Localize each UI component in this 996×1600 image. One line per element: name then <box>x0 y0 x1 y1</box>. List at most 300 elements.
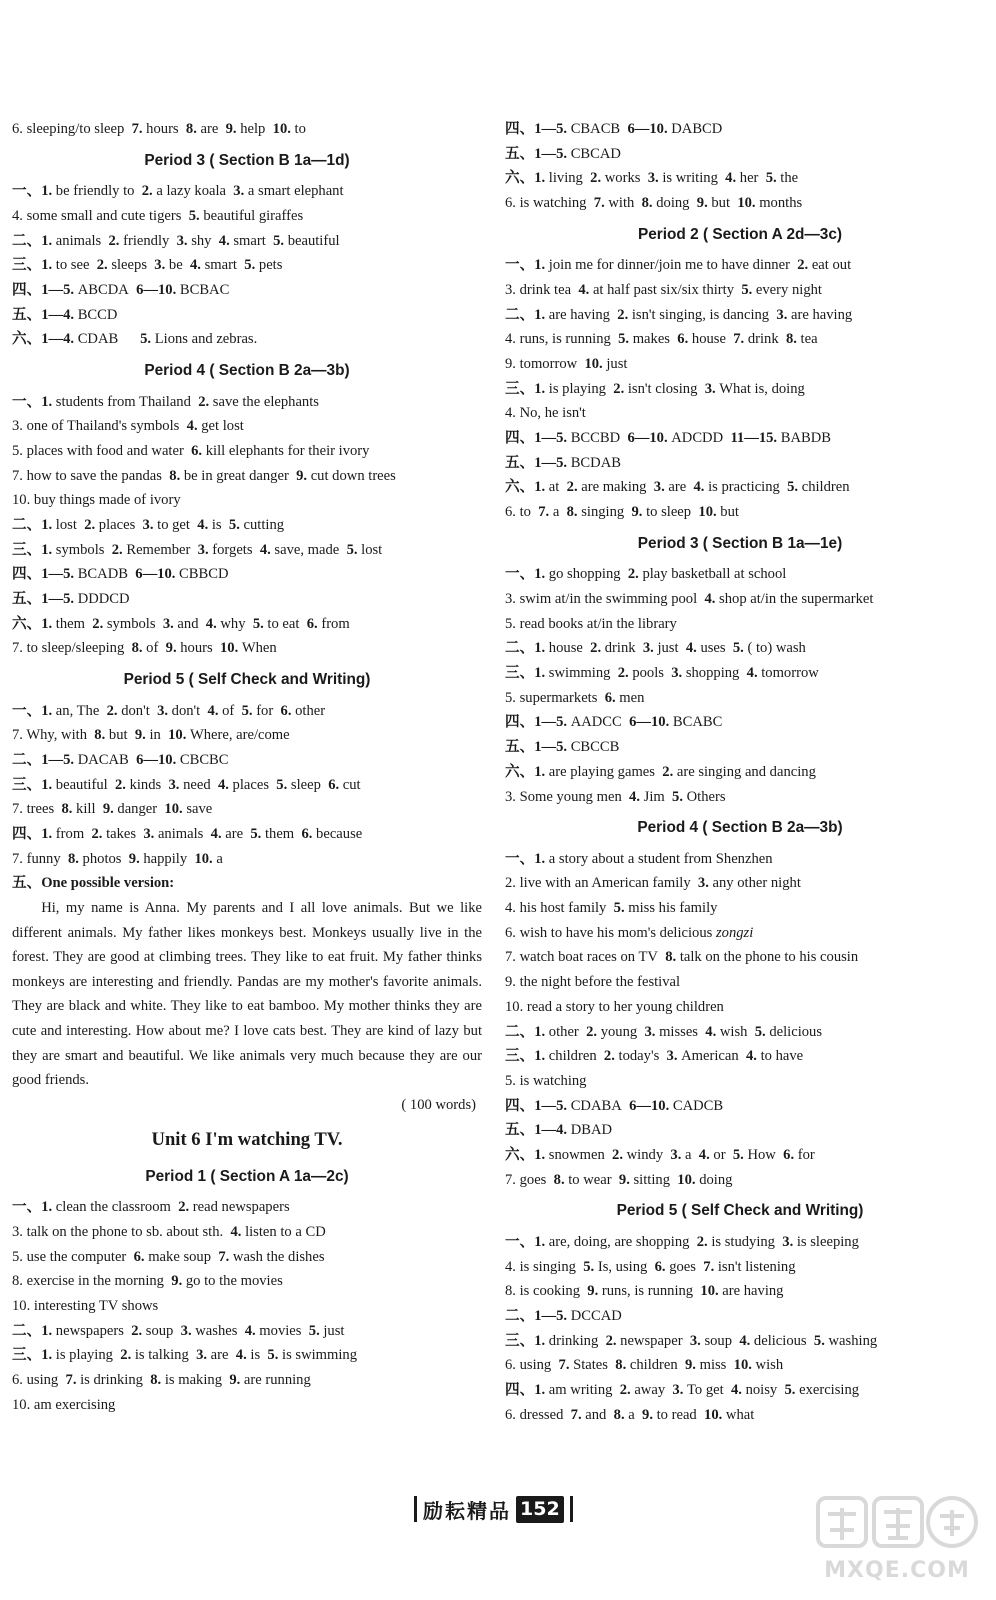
answer-number: 四、1—5. <box>12 281 78 298</box>
answer-number: 9. <box>171 1273 186 1290</box>
answer-text: takes <box>106 826 144 842</box>
answer-number: 3. <box>180 1322 196 1339</box>
answer-text: a <box>552 504 567 521</box>
answer-text: to have <box>760 1048 804 1065</box>
answer-text: is writing <box>662 170 726 187</box>
answer-number: 五、1—4. <box>12 306 78 323</box>
answer-line <box>12 1245 482 1270</box>
answer-number: 8. <box>67 850 83 867</box>
answer-text: help <box>240 121 273 137</box>
answer-text: a smart elephant <box>247 183 344 200</box>
answer-text: is practicing <box>708 479 788 496</box>
answer-number: 7. <box>593 195 609 212</box>
answer-number: 9. <box>165 640 181 657</box>
answer-text: to <box>294 121 306 137</box>
answer-number: 4. <box>746 665 762 682</box>
answer-text: uses <box>700 640 733 657</box>
answer-text: CBCCB <box>570 739 620 756</box>
answer-number: 2. <box>586 1023 601 1040</box>
answer-number: 7. <box>570 1406 586 1423</box>
answer-text: drink <box>604 640 643 657</box>
answer-number: 四、1—5. <box>505 121 571 137</box>
answer-number: 8. <box>131 640 147 657</box>
section-heading: Period 5 ( Self Check and Writing) <box>616 1202 864 1220</box>
answer-number: 4. <box>244 1322 260 1339</box>
answer-text: to wear <box>568 1171 619 1188</box>
answer-number: 一、1. <box>12 1199 56 1216</box>
answer-text: movies <box>259 1322 309 1339</box>
answer-text: and <box>585 1406 614 1423</box>
answer-number: 8. <box>169 467 184 484</box>
answer-text: hours <box>146 121 186 137</box>
answer-text: 4. No, he isn't <box>505 405 586 422</box>
answer-line <box>12 1368 482 1393</box>
answer-number: 5. <box>267 1347 283 1364</box>
answer-line <box>12 538 482 563</box>
answer-text: from <box>55 826 92 842</box>
answer-text: isn't singing, is dancing <box>631 306 777 323</box>
answer-text: are <box>225 826 251 842</box>
answer-text: be <box>168 257 190 274</box>
answer-text: wish <box>755 1357 784 1374</box>
answer-text: but <box>720 504 739 521</box>
answer-number: 4. <box>698 1146 714 1163</box>
answer-text: save, made <box>274 541 347 558</box>
answer-line <box>12 414 482 439</box>
answer-text: read newspapers <box>192 1199 290 1216</box>
answer-text: Remember <box>126 541 198 558</box>
answer-number: 4. <box>205 615 221 632</box>
answer-number: 9. <box>587 1283 602 1300</box>
answer-text: works <box>604 170 648 187</box>
answer-number: 六、1. <box>505 170 549 187</box>
answer-number: 2. <box>131 1322 146 1339</box>
answer-number: 6—10. <box>629 714 673 731</box>
answer-number: 一、1. <box>505 257 549 274</box>
answer-number: 3. <box>670 1146 686 1163</box>
answer-text: 7. goes <box>505 1171 554 1188</box>
answer-number: 4. <box>207 702 223 719</box>
answer-number: 四、1. <box>12 826 56 842</box>
answer-text: What is, doing <box>719 380 805 397</box>
answer-number: 二、1. <box>505 306 549 323</box>
answer-number: 二、1—5. <box>505 1307 571 1324</box>
answer-line <box>12 179 482 204</box>
answer-text: isn't listening <box>717 1258 796 1275</box>
answer-text: 7. Why, with <box>12 727 95 744</box>
answer-line <box>505 1329 975 1354</box>
answer-text: DDDCD <box>77 591 130 607</box>
answer-number: 9. <box>685 1357 700 1374</box>
answer-text: are playing games <box>548 763 663 780</box>
answer-text: 4. some small and cute tigers <box>12 207 189 224</box>
unit-title: Unit 6 I'm watching TV. <box>151 1128 343 1150</box>
answer-text: goes <box>669 1258 704 1275</box>
answer-text: kill <box>76 801 103 818</box>
answer-number: 五、1—5. <box>505 454 571 471</box>
answer-number: 二、1. <box>12 1322 56 1339</box>
answer-text: 6. is watching <box>505 195 594 212</box>
answer-number: 4. <box>730 1381 746 1398</box>
answer-text: newspaper <box>620 1332 690 1349</box>
answer-text: are <box>210 1347 236 1364</box>
answer-text: miss his family <box>628 900 718 917</box>
answer-line <box>12 871 482 896</box>
answer-number: 一、1. <box>505 850 549 867</box>
answer-number: 2. <box>613 380 628 397</box>
answer-number: 6. <box>306 615 322 632</box>
answer-text: BCCBD <box>570 430 628 447</box>
answer-text: noisy <box>745 1381 785 1398</box>
answer-number: 8. <box>613 1406 629 1423</box>
answer-number: 2. <box>603 1048 619 1065</box>
answer-number: 三、1. <box>12 776 56 793</box>
answer-number: 四、1. <box>505 1381 549 1398</box>
answer-number: 二、1. <box>505 640 549 657</box>
answer-number: 7. <box>538 504 553 521</box>
answer-number: 3. <box>782 1233 797 1250</box>
answer-line <box>12 303 482 328</box>
answer-number: 三、1. <box>12 257 56 274</box>
answer-text: American <box>681 1048 746 1065</box>
answer-text: is talking <box>134 1347 197 1364</box>
answer-text: swimming <box>548 665 618 682</box>
answer-text: children <box>548 1048 604 1065</box>
answer-text: cut <box>342 776 361 793</box>
answer-text: children <box>801 479 850 496</box>
answer-line <box>505 847 975 872</box>
answer-text: are having <box>790 306 853 323</box>
answer-number: 10. <box>700 1283 723 1300</box>
answer-number: 8. <box>665 949 680 966</box>
answer-number: 3. <box>642 640 658 657</box>
answer-text: be friendly to <box>55 183 142 200</box>
answer-number: 二、1. <box>12 516 56 533</box>
answer-text: house <box>691 331 734 348</box>
answer-number: 3. <box>776 306 791 323</box>
answer-line <box>12 464 482 489</box>
answer-text: is sleeping <box>796 1233 859 1250</box>
answer-text: 6. using <box>12 1372 66 1389</box>
answer-number: 5. <box>754 1023 770 1040</box>
answer-line <box>505 1403 975 1428</box>
answer-line <box>505 1378 975 1403</box>
answer-text: in <box>149 727 169 744</box>
answer-line <box>12 1393 482 1418</box>
answer-number: 三、1. <box>505 665 549 682</box>
answer-number: 二、1—5. <box>12 751 78 768</box>
answer-text: 4. his host family <box>505 900 614 917</box>
answer-text: symbols <box>55 541 112 558</box>
answer-text: make soup <box>148 1248 219 1265</box>
answer-number: 5. <box>308 1322 324 1339</box>
answer-text: is <box>250 1347 268 1364</box>
answer-number: 5. <box>618 331 633 348</box>
answer-number: 六、1. <box>505 479 549 496</box>
answer-number: 5. <box>244 257 259 274</box>
answer-text: play basketball at school <box>642 566 787 583</box>
answer-line <box>505 377 975 402</box>
answer-text: to sleep <box>646 504 699 521</box>
answer-line <box>12 587 482 612</box>
left-column <box>12 117 482 1418</box>
answer-line <box>12 1294 482 1319</box>
answer-text: is swimming <box>282 1347 358 1364</box>
answer-text: a <box>216 850 223 867</box>
answer-line <box>12 822 482 847</box>
answer-number: 10. <box>733 1357 756 1374</box>
answer-text: Others <box>686 788 726 805</box>
answer-line <box>505 1069 975 1094</box>
answer-number: 4. <box>217 776 233 793</box>
answer-line <box>12 1269 482 1294</box>
answer-number: 5. <box>228 516 244 533</box>
answer-number: 10. <box>219 640 242 657</box>
answer-line <box>12 439 482 464</box>
answer-text: CDABA <box>570 1097 630 1114</box>
answer-number: 6. <box>604 689 620 706</box>
answer-number: 10. <box>272 121 295 137</box>
answer-text: is playing <box>55 1347 121 1364</box>
answer-number: 4. <box>685 640 701 657</box>
answer-text: 6. dressed <box>505 1406 571 1423</box>
answer-text: CDAB <box>77 331 141 348</box>
answer-text: misses <box>659 1023 706 1040</box>
answer-text: drinking <box>548 1332 606 1349</box>
answer-line <box>505 921 975 946</box>
answer-text: a lazy koala <box>156 183 234 200</box>
answer-number: 四、1—5. <box>12 566 78 583</box>
answer-number: 五、1—5. <box>505 739 571 756</box>
answer-number: 2. <box>619 1381 635 1398</box>
answer-text: from <box>321 615 350 632</box>
answer-number: 6. <box>677 331 692 348</box>
answer-number: 9. <box>696 195 712 212</box>
answer-text: 7. how to save the pandas <box>12 467 170 484</box>
answer-text: every night <box>755 281 822 298</box>
answer-number: 2. <box>114 776 130 793</box>
answer-number: 三、1. <box>12 541 56 558</box>
right-column <box>505 117 975 1427</box>
answer-text: Jim <box>643 788 673 805</box>
answer-text: what <box>725 1406 755 1423</box>
answer-number: 5. <box>346 541 362 558</box>
answer-number: 8. <box>566 504 582 521</box>
answer-text: shop at/in the supermarket <box>719 591 874 607</box>
answer-text: washing <box>828 1332 878 1349</box>
answer-text: To get <box>687 1381 731 1398</box>
footer-bar-right <box>570 1496 573 1522</box>
answer-line <box>505 945 975 970</box>
answer-line <box>505 191 975 216</box>
answer-number: 3. <box>697 875 713 892</box>
answer-number: 2. <box>198 393 213 410</box>
answer-number: 6—10. <box>136 751 180 768</box>
answer-line <box>12 488 482 513</box>
answer-text: runs, is running <box>601 1283 701 1300</box>
section-heading: Period 2 ( Section A 2d—3c) <box>637 225 843 243</box>
footer-bar-left <box>414 1496 417 1522</box>
answer-text: beautiful <box>55 776 115 793</box>
answer-line <box>12 513 482 538</box>
answer-number: 3. <box>644 1023 660 1040</box>
word-count: ( 100 words) <box>401 1096 476 1113</box>
answer-text: to eat <box>267 615 307 632</box>
answer-text: DABCD <box>671 121 723 137</box>
answer-number: 4. <box>259 541 275 558</box>
answer-text: any other night <box>712 875 801 892</box>
answer-number: 三、1. <box>505 1332 549 1349</box>
answer-number: 3. <box>666 1048 682 1065</box>
answer-line <box>505 278 975 303</box>
answer-text: cut down trees <box>310 467 396 484</box>
answer-text: to get <box>157 516 198 533</box>
brand-name: 励耘精品 <box>423 1498 511 1523</box>
answer-text: her <box>739 170 766 187</box>
answer-number: 二、1. <box>12 232 56 249</box>
watermark <box>812 1490 982 1590</box>
answer-text: wash the dishes <box>232 1248 325 1265</box>
answer-text: isn't closing <box>627 380 705 397</box>
answer-number: 3. <box>653 479 669 496</box>
answer-text: 7. trees <box>12 801 62 818</box>
answer-number: 5. <box>252 615 268 632</box>
answer-text: BCCD <box>77 306 118 323</box>
answer-text: save the elephants <box>212 393 319 410</box>
answer-text: young <box>600 1023 645 1040</box>
answer-number: 10. <box>584 356 607 372</box>
answer-text: 3. talk on the phone to sb. about sth. <box>12 1224 231 1240</box>
answer-number: 3. <box>168 776 184 793</box>
answer-number: 4. <box>210 826 226 842</box>
answer-number: 五、1—4. <box>505 1122 571 1139</box>
answer-number: 6—10. <box>627 430 672 447</box>
answer-text: ABCDA <box>77 281 137 298</box>
answer-text: 3. drink tea <box>505 281 579 298</box>
answer-text: just <box>606 356 628 372</box>
answer-line <box>12 1220 482 1245</box>
writing-paragraph: Hi, my name is Anna. My parents and I all love animals. But we like different animals. My father likes monkeys best. Monkeys usually live in the forest. They are good at climbing trees. They like to eat fruit. My father thinks monkeys are interesting and friendly. Pandas are my mother's favorite animals. They are black and white. They like to eat bamboo. My mother thinks they are cute and interesting. How about me? I love cats best. They are kind of lazy but they are smart and beautiful. We like animals very much because they are our good friends. <box>12 900 482 1089</box>
answer-text: to read <box>656 1406 705 1423</box>
answer-number: 3. <box>647 170 663 187</box>
answer-text: kinds <box>129 776 169 793</box>
answer-number: 9. <box>225 121 241 137</box>
answer-line <box>505 1118 975 1143</box>
answer-text: lost <box>361 541 383 558</box>
answer-line <box>505 636 975 661</box>
answer-text: or <box>713 1146 733 1163</box>
answer-number: 10. <box>698 504 721 521</box>
answer-number: 3. <box>197 541 213 558</box>
answer-text: soup <box>145 1322 181 1339</box>
answer-number: 2. <box>91 826 107 842</box>
answer-number: 2. <box>612 1146 627 1163</box>
answer-text: a <box>685 1146 699 1163</box>
answer-text: 5. places with food and water <box>12 442 192 459</box>
answer-line <box>505 303 975 328</box>
answer-text: don't <box>171 702 208 719</box>
answer-number: 2. <box>797 257 812 274</box>
answer-number: 二、1. <box>505 1023 549 1040</box>
answer-number: 5. <box>583 1258 598 1275</box>
answer-line <box>505 166 975 191</box>
answer-text: animals <box>55 232 109 249</box>
answer-line <box>505 475 975 500</box>
answer-text: am writing <box>548 1381 620 1398</box>
answer-text: hours <box>180 640 220 657</box>
answer-number: 5. <box>732 1146 748 1163</box>
section-heading: Period 4 ( Section B 2a—3b) <box>144 362 350 379</box>
answer-text: clean the classroom <box>55 1199 179 1216</box>
answer-number: 2. <box>617 665 633 682</box>
answer-line <box>505 562 975 587</box>
answer-number: 4. <box>197 516 212 533</box>
answer-text: Is, using <box>597 1258 655 1275</box>
answer-number: 4. <box>704 591 720 607</box>
answer-text: is drinking <box>80 1372 151 1389</box>
answer-number: 5. <box>765 170 781 187</box>
answer-number: 4. <box>629 788 644 805</box>
answer-number: 4. <box>218 232 234 249</box>
answer-text: today's <box>618 1048 667 1065</box>
answer-text: 3. swim at/in the swimming pool <box>505 591 705 607</box>
answer-number: 6—10. <box>629 1097 673 1114</box>
answer-number: 4. <box>578 281 593 298</box>
answer-line <box>12 1343 482 1368</box>
answer-text: just <box>657 640 686 657</box>
answer-text: are having <box>722 1283 784 1300</box>
answer-line <box>505 1304 975 1329</box>
answer-number: 2. <box>617 306 632 323</box>
answer-text: places <box>232 776 277 793</box>
answer-line <box>505 352 975 377</box>
answer-number: 3. <box>154 257 169 274</box>
answer-text: delicious <box>753 1332 814 1349</box>
answer-number: 8. <box>94 727 109 744</box>
answer-text: soup <box>704 1332 740 1349</box>
answer-line <box>505 1143 975 1168</box>
answer-text: DBAD <box>570 1122 613 1139</box>
answer-text: an, The <box>55 702 107 719</box>
answer-number: 8. <box>185 121 201 137</box>
answer-line <box>505 1020 975 1045</box>
watermark-text: MXQE.COM <box>824 1558 970 1583</box>
answer-number: 2. <box>84 516 99 533</box>
answer-line <box>505 1353 975 1378</box>
answer-number: 5. <box>787 479 802 496</box>
answer-number: 9. <box>134 727 150 744</box>
answer-line <box>12 253 482 278</box>
answer-text: CBACB <box>570 121 628 137</box>
answer-line <box>12 229 482 254</box>
answer-text: kill elephants for their ivory <box>205 442 370 459</box>
answer-number: 11—15. <box>730 430 781 447</box>
answer-text: doing <box>699 1171 733 1188</box>
answer-line <box>505 686 975 711</box>
answer-line <box>505 451 975 476</box>
answer-number: 5. <box>273 232 288 249</box>
answer-text: 5. supermarkets <box>505 689 605 706</box>
answer-number: 3. <box>704 380 720 397</box>
answer-line <box>505 760 975 785</box>
answer-number: 7. <box>733 331 748 348</box>
answer-text: wish <box>719 1023 755 1040</box>
answer-number: 3. <box>142 516 158 533</box>
answer-number: 10. <box>677 1171 700 1188</box>
answer-line <box>505 253 975 278</box>
answer-line <box>505 1255 975 1280</box>
answer-number: 4. <box>235 1347 251 1364</box>
